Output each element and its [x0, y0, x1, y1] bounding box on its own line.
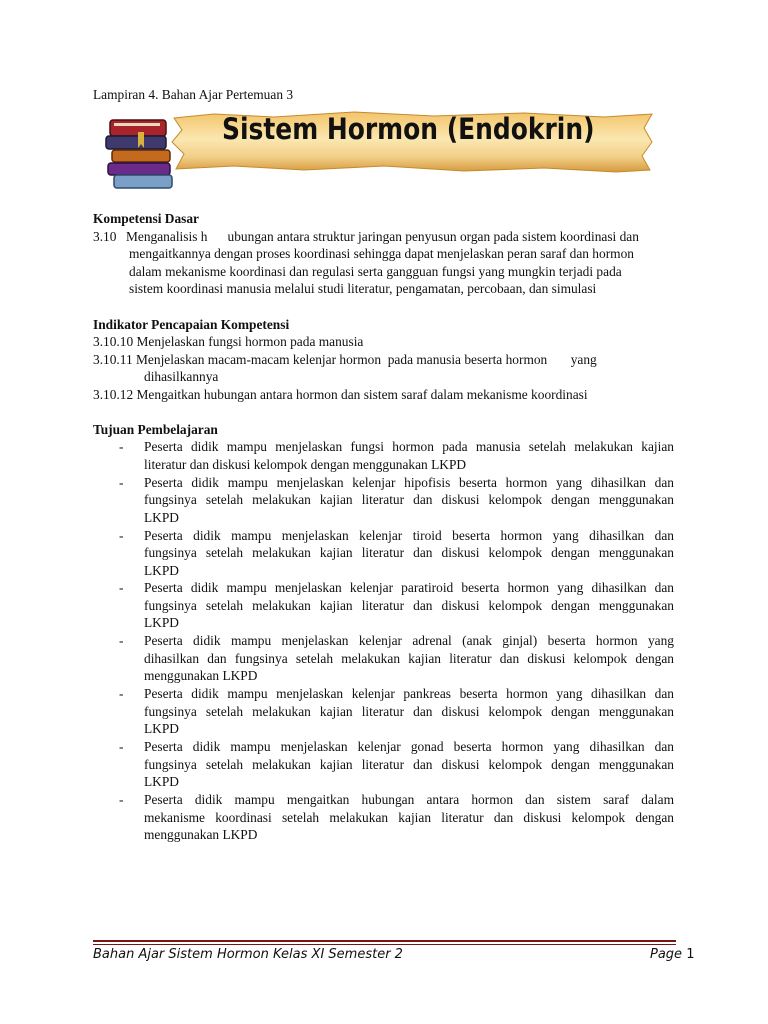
list-item-line: literatur dan diskusi kelompok dengan menggunakan LKPD [144, 457, 467, 472]
kd-line: mengaitkannya dengan proses koordinasi sehingga dapat menjelaskan peran saraf dan hormon [129, 246, 634, 261]
list-bullet: - [119, 633, 124, 648]
list-item-line: fungsinya setelah melakukan kajian literatur dan diskusi kelompok dengan menggunakan [144, 757, 674, 772]
list-item-line: mekanisme koordinasi setelah melakukan kajian literatur dan diskusi kelompok dengan [144, 810, 674, 825]
list-item-line: LKPD [144, 563, 179, 578]
kd-heading: Kompetensi Dasar [93, 211, 200, 226]
list-bullet: - [119, 686, 124, 701]
attachment-label: Lampiran 4. Bahan Ajar Pertemuan 3 [93, 87, 294, 102]
ipk-item: dihasilkannya [144, 369, 219, 384]
footer-text: Bahan Ajar Sistem Hormon Kelas XI Semester 2 [93, 947, 403, 962]
list-item-line: Peserta didik mampu menjelaskan kelenjar pankreas beserta hormon yang dihasilkan dan [144, 686, 674, 701]
list-item-line: Peserta didik mampu mengaitkan hubungan antara hormon dan sistem saraf dalam [144, 792, 674, 807]
banner-title: Sistem Hormon (Endokrin) [222, 112, 595, 146]
list-bullet: - [119, 739, 124, 754]
ipk-item: 3.10.12 Mengaitkan hubungan antara hormon dan sistem saraf dalam mekanisme koordinasi [93, 387, 588, 402]
tujuan-heading: Tujuan Pembelajaran [93, 422, 218, 437]
footer-divider [93, 940, 676, 942]
kd-line: Menganalisis h ubungan antara struktur jaringan penyusun organ pada sistem koordinasi dan [126, 229, 639, 244]
list-item-line: LKPD [144, 510, 179, 525]
list-item-line: Peserta didik mampu menjelaskan kelenjar hipofisis beserta hormon yang dihasilkan dan [144, 475, 674, 490]
list-item-line: menggunakan LKPD [144, 827, 258, 842]
list-item-line: menggunakan LKPD [144, 668, 258, 683]
kd-line: dalam mekanisme koordinasi dan regulasi serta gangguan fungsi yang mungkin terjadi pada [129, 264, 622, 279]
page-number [650, 947, 694, 962]
list-item-line: Peserta didik mampu menjelaskan kelenjar gonad beserta hormon yang dihasilkan dan [144, 739, 674, 754]
kd-number: 3.10 [93, 229, 117, 244]
list-item-line: Peserta didik mampu menjelaskan kelenjar tiroid beserta hormon yang dihasilkan dan [144, 528, 674, 543]
footer-divider-thin [93, 944, 676, 945]
list-bullet: - [119, 580, 124, 595]
list-bullet: - [119, 792, 124, 807]
list-item-line: LKPD [144, 721, 179, 736]
list-item-line: LKPD [144, 774, 179, 789]
ipk-item: 3.10.11 Menjelaskan macam-macam kelenjar hormon pada manusia beserta hormon yang [93, 352, 597, 367]
page-label: Page [650, 947, 683, 962]
list-item-line: fungsinya setelah melakukan kajian literatur dan diskusi kelompok dengan menggunakan [144, 545, 674, 560]
list-item-line: Peserta didik mampu menjelaskan kelenjar adrenal (anak ginjal) beserta hormon yang [144, 633, 674, 648]
page-number-value: 1 [686, 947, 695, 962]
list-item-line: LKPD [144, 615, 179, 630]
title-banner [104, 108, 654, 192]
books-stack-icon [106, 120, 172, 188]
ipk-item: 3.10.10 Menjelaskan fungsi hormon pada manusia [93, 334, 364, 349]
list-item-line: fungsinya setelah melakukan kajian literatur dan diskusi kelompok dengan menggunakan [144, 598, 674, 613]
list-item-line: Peserta didik mampu menjelaskan fungsi hormon pada manusia setelah melakukan kajian [144, 439, 674, 454]
list-bullet: - [119, 528, 124, 543]
list-item-line: fungsinya setelah melakukan kajian literatur dan diskusi kelompok dengan menggunakan [144, 492, 674, 507]
list-item-line: Peserta didik mampu menjelaskan kelenjar paratiroid beserta hormon yang dihasilkan dan [144, 580, 674, 595]
list-item-line: fungsinya setelah melakukan kajian literatur dan diskusi kelompok dengan menggunakan [144, 704, 674, 719]
kd-line: sistem koordinasi manusia melalui studi literatur, pengamatan, percobaan, dan simulasi [129, 281, 597, 296]
ipk-heading: Indikator Pencapaian Kompetensi [93, 317, 290, 332]
list-item-line: dihasilkan dan fungsinya setelah melakukan kajian literatur dan diskusi kelompok dengan [144, 651, 674, 666]
list-bullet: - [119, 439, 124, 454]
list-bullet: - [119, 475, 124, 490]
